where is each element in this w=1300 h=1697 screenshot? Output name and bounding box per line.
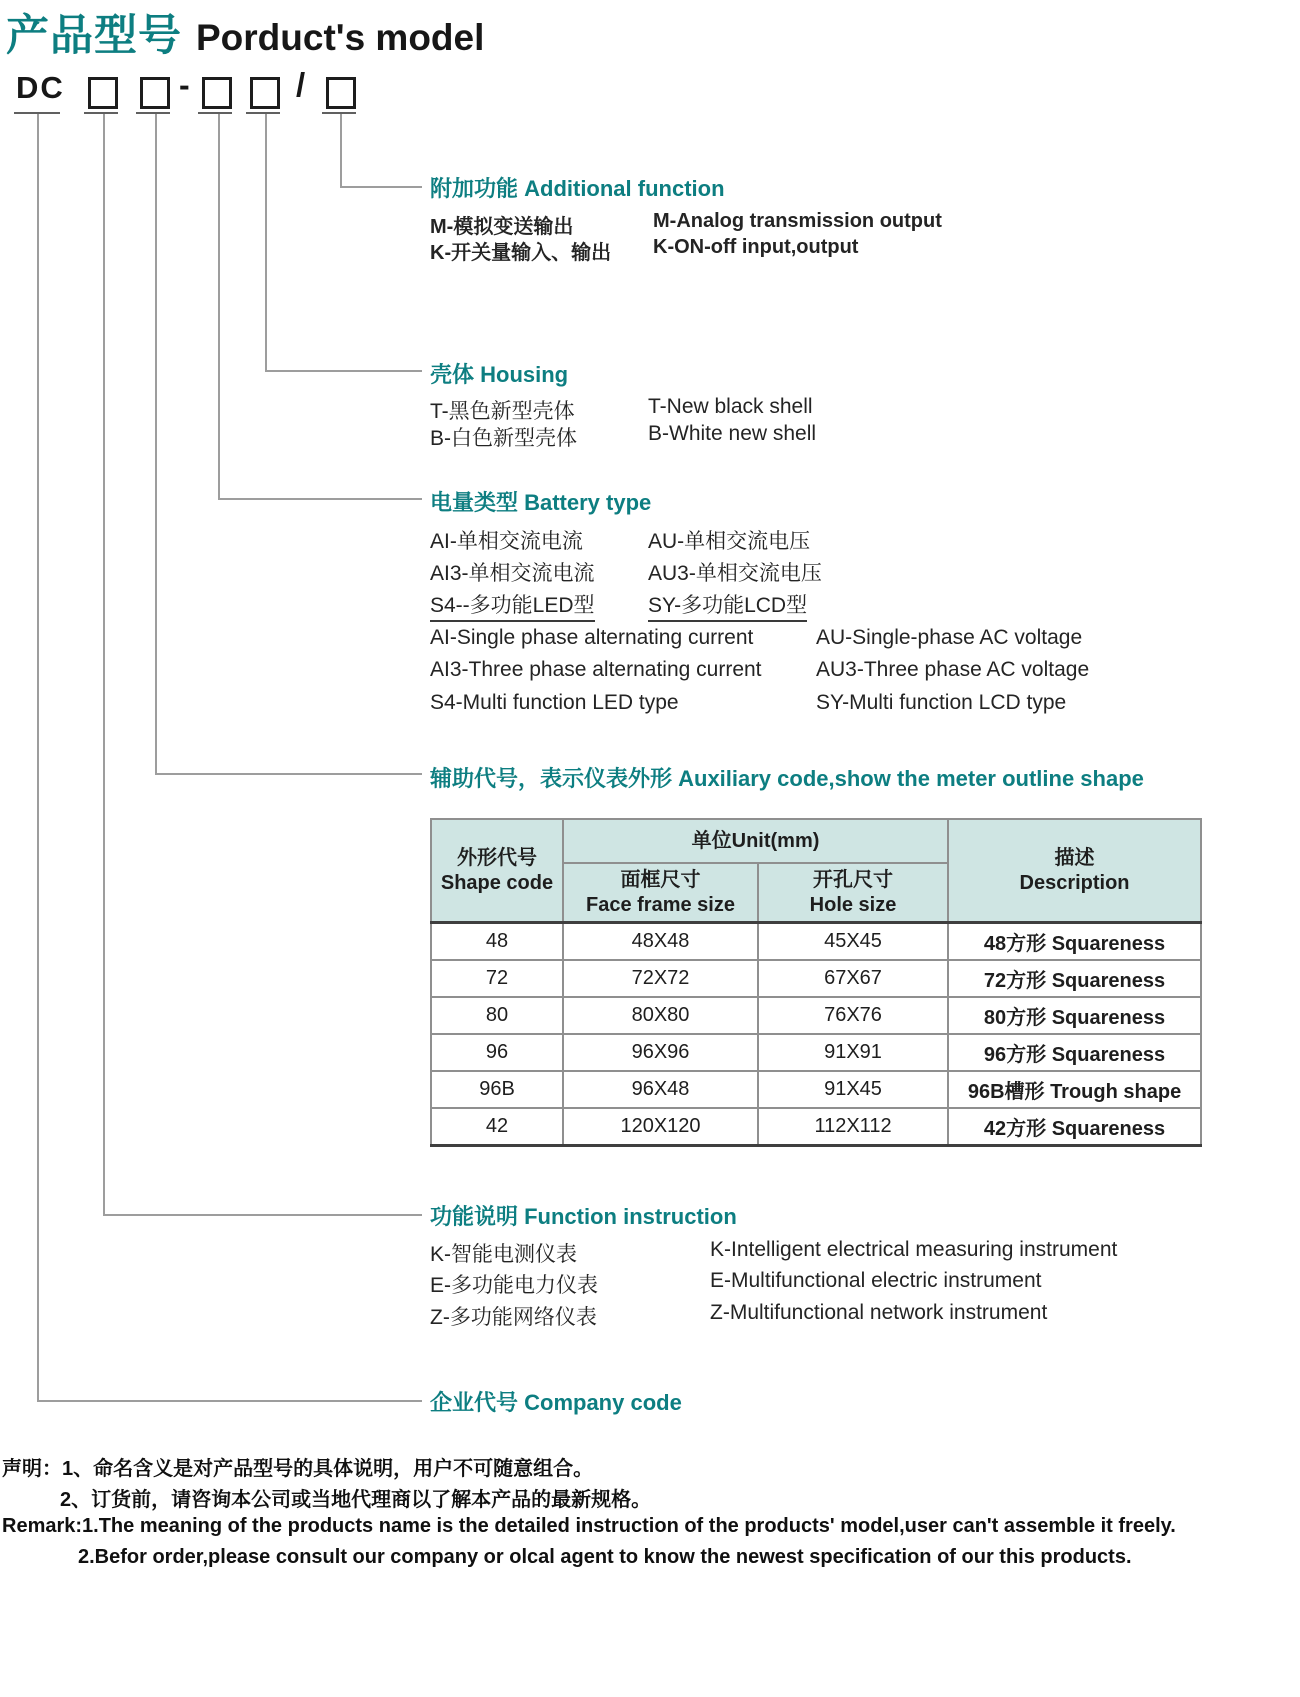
cell-description: 80方形 Squareness [948,997,1201,1034]
col-header-shape-code [431,819,563,923]
function-cn-item: K-智能电测仪表 [430,1243,577,1266]
section-label-additional-function: 附加功能 Additional function [430,176,725,201]
table-row [431,1034,1201,1071]
cell-hole-size: 76X76 [758,997,948,1034]
table-row [431,1108,1201,1146]
cell-shape-code: 96 [431,1034,563,1071]
connector-v-function [103,114,105,1216]
col-header-face-frame-size [563,863,758,923]
model-code-box-5 [326,77,356,109]
function-en-item: Z-Multifunctional network instrument [710,1301,1048,1324]
function-en-item: E-Multifunctional electric instrument [710,1269,1042,1292]
function-cn-item: E-多功能电力仪表 [430,1274,598,1297]
connector-h-housing [265,370,422,372]
battery-en-item: SY-Multi function LCD type [816,691,1067,714]
cell-shape-code: 42 [431,1108,563,1146]
battery-en-item: AU3-Three phase AC voltage [816,658,1090,681]
table-row [431,960,1201,997]
battery-en-item: AI-Single phase alternating current [430,626,754,649]
connector-h-auxiliary [155,773,422,775]
col-header-face-frame-en: Face frame size [586,893,735,916]
section-label-function-instruction: 功能说明 Function instruction [430,1204,737,1229]
model-code-box-4 [250,77,280,109]
battery-en-item: AI3-Three phase alternating current [430,658,762,681]
cell-hole-size: 91X45 [758,1071,948,1108]
section-label-battery-type: 电量类型 Battery type [430,490,652,515]
battery-cn-item: SY-多功能LCD型 [648,589,807,622]
battery-cn-item: S4--多功能LED型 [430,589,595,622]
col-header-hole-size [758,863,948,923]
connector-v-housing [265,114,267,372]
model-code-box-2 [140,77,170,109]
shape-code-table [430,818,1202,1147]
cell-description: 72方形 Squareness [948,960,1201,997]
battery-cn-item: AU-单相交流电压 [648,530,811,553]
underline-box-4 [246,112,280,114]
col-header-hole-cn: 开孔尺寸 [813,868,893,891]
cell-description: 48方形 Squareness [948,923,1201,961]
remark-cn-line-2: 2、订货前，请咨询本公司或当地代理商以了解本产品的最新规格。 [60,1489,652,1511]
cell-shape-code: 72 [431,960,563,997]
col-header-hole-en: Hole size [809,893,897,916]
housing-cn-item: T-黑色新型壳体 [430,400,575,423]
cell-description: 96B槽形 Trough shape [948,1071,1201,1108]
page-title-en: Porduct's model [196,17,485,58]
cell-hole-size: 67X67 [758,960,948,997]
remark-cn-line-1: 声明：1、命名含义是对产品型号的具体说明，用户不可随意组合。 [2,1458,594,1480]
remark-en-line-2: 2.Befor order,please consult our company or olcal agent to know the newest specification of our this products. [78,1546,1132,1568]
underline-box-3 [198,112,232,114]
cell-shape-code: 80 [431,997,563,1034]
additional-cn-item: M-模拟变送输出 [430,216,574,238]
connector-v-auxiliary [155,114,157,775]
page-title-cn: 产品型号 [6,12,182,60]
connector-v-battery [218,114,220,500]
table-row [431,997,1201,1034]
model-dash: - [179,67,190,103]
function-cn-item: Z-多功能网络仪表 [430,1306,597,1329]
model-code-box-3 [202,77,232,109]
connector-v-additional [340,114,342,188]
connector-h-company [37,1400,422,1402]
model-prefix: DC [16,70,65,105]
table-row [431,923,1201,961]
additional-en-item: K-ON-off input,output [653,236,859,258]
additional-en-item: M-Analog transmission output [653,210,942,232]
col-header-shape-code-cn: 外形代号 [457,846,537,869]
cell-shape-code: 48 [431,923,563,961]
battery-cn-item: AU3-单相交流电压 [648,562,822,585]
remark-en-line-1: Remark:1.The meaning of the products name is the detailed instruction of the products' model,user can't assemble it freely. [2,1515,1176,1537]
battery-cn-item: AI-单相交流电流 [430,530,583,553]
cell-description: 96方形 Squareness [948,1034,1201,1071]
cell-hole-size: 91X91 [758,1034,948,1071]
function-en-item: K-Intelligent electrical measuring instrument [710,1238,1118,1261]
cell-face-frame: 96X48 [563,1071,758,1108]
underline-box-5 [322,112,356,114]
additional-cn-item: K-开关量输入、输出 [430,242,612,264]
cell-face-frame: 96X96 [563,1034,758,1071]
cell-face-frame: 72X72 [563,960,758,997]
cell-hole-size: 112X112 [758,1108,948,1146]
model-slash: / [296,66,306,103]
connector-h-battery [218,498,422,500]
housing-en-item: B-White new shell [648,422,817,445]
model-code-box-1 [88,77,118,109]
section-label-housing: 壳体 Housing [430,362,569,387]
housing-en-item: T-New black shell [648,395,813,418]
col-header-unit: 单位Unit(mm) [563,819,948,863]
connector-v-company [37,114,39,1402]
cell-shape-code: 96B [431,1071,563,1108]
cell-description: 42方形 Squareness [948,1108,1201,1146]
col-header-face-frame-cn: 面框尺寸 [620,868,701,891]
housing-cn-item: B-白色新型壳体 [430,427,577,450]
battery-en-item: S4-Multi function LED type [430,691,679,714]
cell-hole-size: 45X45 [758,923,948,961]
section-label-auxiliary-code: 辅助代号，表示仪表外形 Auxiliary code,show the meter outline shape [430,766,1144,791]
underline-box-1 [84,112,118,114]
col-header-description-cn: 描述 [1054,846,1095,869]
connector-h-additional [340,186,422,188]
battery-cn-item: AI3-单相交流电流 [430,562,595,585]
col-header-description [948,819,1201,923]
cell-face-frame: 80X80 [563,997,758,1034]
page-title [6,2,484,63]
battery-en-item: AU-Single-phase AC voltage [816,626,1083,649]
table-row [431,1071,1201,1108]
col-header-shape-code-en: Shape code [440,871,554,894]
col-header-description-en: Description [1019,871,1130,894]
underline-box-2 [136,112,170,114]
cell-face-frame: 48X48 [563,923,758,961]
connector-h-function [103,1214,422,1216]
cell-face-frame: 120X120 [563,1108,758,1146]
section-label-company-code: 企业代号 Company code [430,1390,682,1415]
